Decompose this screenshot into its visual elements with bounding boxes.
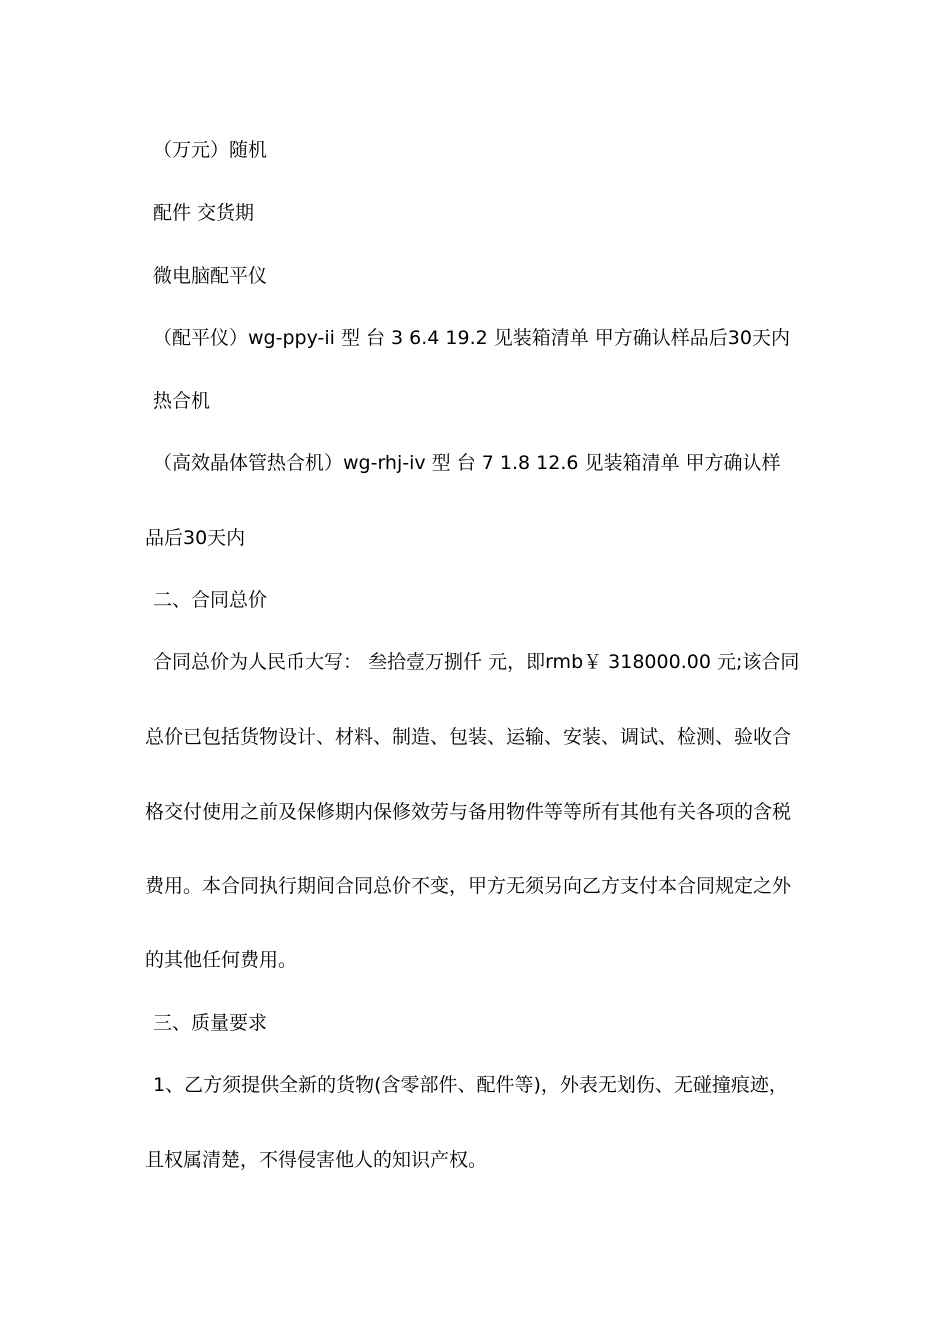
- text-line-heat-sealer-spec-cont: 品后30天内: [145, 527, 246, 549]
- text-line-heat-sealer: 热合机: [153, 390, 211, 412]
- paragraph-quality-line-2: 且权属清楚，不得侵害他人的知识产权。: [145, 1149, 488, 1171]
- paragraph-total-price-line-4: 费用。本合同执行期间合同总价不变，甲方无须另向乙方支付本合同规定之外: [145, 875, 792, 897]
- paragraph-total-price-line-2: 总价已包括货物设计、材料、制造、包装、运输、安装、调试、检测、验收合: [145, 726, 792, 748]
- text-line-parts-delivery: 配件 交货期: [153, 202, 255, 224]
- text-line-heat-sealer-spec: （高效晶体管热合机）wg-rhj-iv 型 台 7 1.8 12.6 见装箱清单 甲方确认样: [153, 452, 781, 474]
- section-heading-total-price: 二、合同总价: [153, 589, 268, 611]
- paragraph-quality-line-1: 1、乙方须提供全新的货物(含零部件、配件等)，外表无划伤、无碰撞痕迹，: [153, 1074, 788, 1096]
- text-line-unit-random: （万元）随机: [153, 139, 268, 161]
- paragraph-total-price-line-1: 合同总价为人民币大写： 叁拾壹万捌仟 元，即rmb￥ 318000.00 元;该合同: [153, 651, 800, 673]
- text-line-balancer-spec: （配平仪）wg-ppy-ii 型 台 3 6.4 19.2 见装箱清单 甲方确认样品后30天内: [153, 327, 790, 349]
- paragraph-total-price-line-5: 的其他任何费用。: [145, 949, 298, 971]
- text-line-balancer: 微电脑配平仪: [153, 265, 268, 287]
- paragraph-total-price-line-3: 格交付使用之前及保修期内保修效劳与备用物件等等所有其他有关各项的含税: [145, 801, 792, 823]
- section-heading-quality: 三、质量要求: [153, 1012, 268, 1034]
